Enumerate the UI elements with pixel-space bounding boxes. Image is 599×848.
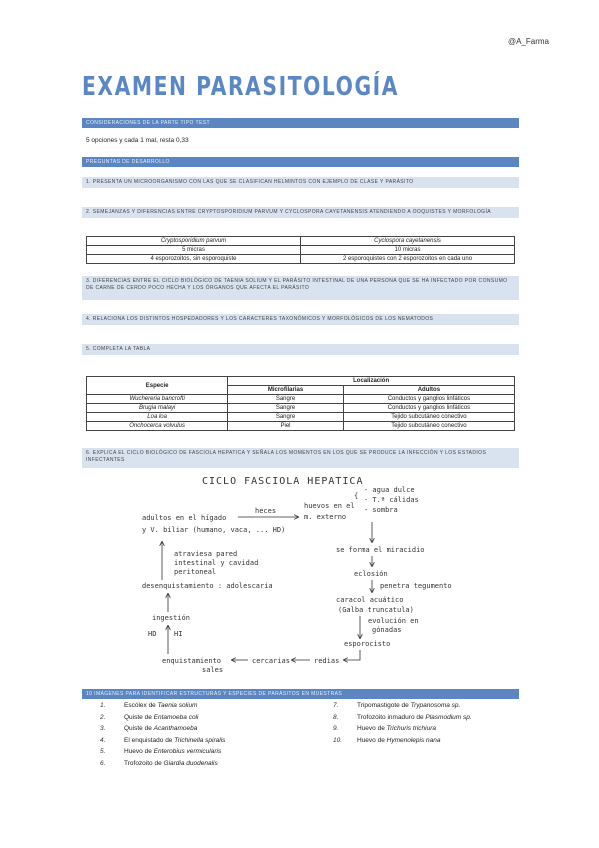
fasciola-cycle-diagram <box>140 470 470 675</box>
diagram-evolucion: evolución en <box>368 617 419 625</box>
diagram-gonadas: gónadas <box>372 626 402 634</box>
table2-header-adultos: Adultos <box>343 386 514 395</box>
diagram-huevos: huevos en el <box>304 502 355 510</box>
list-item: 6. Trofozoito de Giardia duodenalis <box>100 759 218 767</box>
arrow-to-redias <box>344 650 360 660</box>
diagram-eclosion: eclosión <box>354 570 388 578</box>
table2-species: Brugia malayi <box>138 405 176 411</box>
comparison-table <box>86 236 515 264</box>
diagram-atraviesa-3: peritoneal <box>174 568 217 576</box>
list-item: 10. Huevo de Hymenolepis nana <box>333 736 441 744</box>
list-item: 7. Tripomastigote de Trypanosoma sp. <box>333 702 461 709</box>
diagram-atraviesa-1: atraviesa pared <box>174 550 238 558</box>
images-list-right <box>333 700 472 746</box>
diagram-galba: (Galba truncatula) <box>338 606 414 614</box>
list-item: 1. Escólex de Taenia solium <box>100 702 198 709</box>
diagram-miracidio: se forma el miracidio <box>336 546 425 554</box>
diagram-caracol: caracol acuático <box>336 596 404 604</box>
table1-cell: 4 esporozoitos, sin esporoquiste <box>87 255 301 264</box>
diagram-heces: heces <box>255 507 277 515</box>
diagram-sombra: - sombra <box>364 506 398 514</box>
table2-cell: Tejido subcutáneo conectivo <box>343 413 514 422</box>
table2-cell: Tejido subcutáneo conectivo <box>343 422 514 431</box>
diagram-vbiliar: y V. biliar (humano, vaca, ... HD) <box>142 526 286 534</box>
diagram-penetra: penetra tegumento <box>380 582 452 590</box>
diagram-esporocisto: esporocisto <box>344 640 391 648</box>
diagram-hi: HI <box>174 630 183 638</box>
diagram-temp: - T.ª cálidas <box>364 496 419 504</box>
test-description: 5 opciones y cada 1 mal, resta 0,33 <box>86 137 189 144</box>
table2-species: Loa loa <box>147 414 167 420</box>
diagram-desenq: desenquistamiento : adolescaria <box>142 582 273 590</box>
list-item: 5. Huevo de Enterobius vermicularis <box>100 748 222 755</box>
question-5: 5. COMPLETA LA TABLA <box>82 344 519 355</box>
question-2: 2. SEMEJANZAS Y DIFERENCIAS ENTRE CRYPTOSPORIDIUM PARVUM Y CYCLOSPORA CAYETANENSIS ATENDIENDO A OOQUISTES Y MORFOLOGÍA <box>82 207 519 218</box>
filariae-table <box>86 376 515 431</box>
table2-header-microfilarias: Microfilarias <box>228 386 344 395</box>
table2-header-especie: Especie <box>87 377 228 395</box>
table2-cell: Conductos y ganglios linfáticos <box>343 404 514 413</box>
list-item: 9. Huevo de Trichuris trichiura <box>333 725 436 732</box>
table2-cell: Piel <box>228 422 344 431</box>
diagram-medio: m. externo <box>304 513 347 521</box>
question-1: 1. PRESENTA UN MICROORGANISMO CON LAS QUE SE CLASIFICAN HELMINTOS CON EJEMPLO DE CLASE Y PARÁSITO <box>82 177 519 188</box>
page-title: EXAMEN PARASITOLOGÍA <box>82 72 400 102</box>
diagram-agua: - agua dulce <box>364 486 415 494</box>
diagram-adultos: adultos en el hígado <box>142 514 227 522</box>
table1-header-1: Cryptosporidium parvum <box>160 238 227 244</box>
table2-cell: Sangre <box>228 404 344 413</box>
table2-header-localizacion: Localización <box>228 377 515 386</box>
diagram-ingestion: ingestión <box>152 614 190 622</box>
list-item: 4. El enquistado de Trichinella spiralis <box>100 736 226 744</box>
table1-cell: 5 micras <box>87 246 301 255</box>
diagram-redias: redias <box>314 657 340 665</box>
table1-cell: 2 esporoquistes con 2 esporozoitos en cada uno <box>301 255 515 264</box>
table2-cell: Sangre <box>228 413 344 422</box>
diagram-cercarias: cercarias <box>252 657 290 665</box>
question-6: 6. EXPLICA EL CICLO BIOLÓGICO DE FASCIOLA HEPATICA Y SEÑALA LOS MOMENTOS EN LOS QUE SE PRODUCE LA INFECCIÓN Y LOS ESTADIOS INFECTANTES <box>82 448 519 468</box>
diagram-title: CICLO FASCIOLA HEPATICA <box>202 476 364 487</box>
images-list-left <box>100 700 225 769</box>
diagram-atraviesa-2: intestinal y cavidad <box>174 559 259 567</box>
table2-species: Onchocerca volvulus <box>129 423 185 429</box>
question-3: 3. DIFERENCIAS ENTRE EL CICLO BIOLÓGICO DE TAENIA SOLIUM Y EL PARÁSITO INTESTINAL DE UNA PERSONA QUE SE HA INFECTADO POR CONSUMO DE CARNE DE CERDO POCO HECHA Y LOS ÓRGANOS QUE AFECTA EL PARÁSITO <box>82 276 519 300</box>
section-header-imagenes: 10 IMÁGENES PARA IDENTIFICAR ESTRUCTURAS Y ESPECIES DE PARÁSITOS EN MUESTRAS <box>82 689 519 699</box>
diagram-enquistamiento: enquistamiento <box>162 657 222 665</box>
table1-cell: 10 micras <box>301 246 515 255</box>
brace-icon: { <box>354 492 359 500</box>
diagram-sales: sales <box>202 666 224 674</box>
question-4: 4. RELACIONA LOS DISTINTOS HOSPEDADORES Y LOS CARACTERES TAXONÓMICOS Y MORFOLÓGICOS DE LOS NEMATODOS <box>82 314 519 325</box>
table2-cell: Conductos y ganglios linfáticos <box>343 395 514 404</box>
list-item: 8. Trofozoito inmaduro de Plasmodium sp. <box>333 713 472 721</box>
section-header-test: CONSIDERACIONES DE LA PARTE TIPO TEST <box>82 118 519 128</box>
table2-species: Wuchereria bancrofti <box>129 396 185 402</box>
author-handle: @A_Farma <box>507 37 549 46</box>
list-item: 2. Quiste de Entamoeba coli <box>100 713 199 721</box>
list-item: 3. Quiste de Acanthamoeba <box>100 725 198 732</box>
diagram-hd: HD <box>148 630 157 638</box>
table1-header-2: Cyclospora cayetanensis <box>374 238 441 244</box>
section-header-desarrollo: PREGUNTAS DE DESARROLLO <box>82 157 519 167</box>
table2-cell: Sangre <box>228 395 344 404</box>
